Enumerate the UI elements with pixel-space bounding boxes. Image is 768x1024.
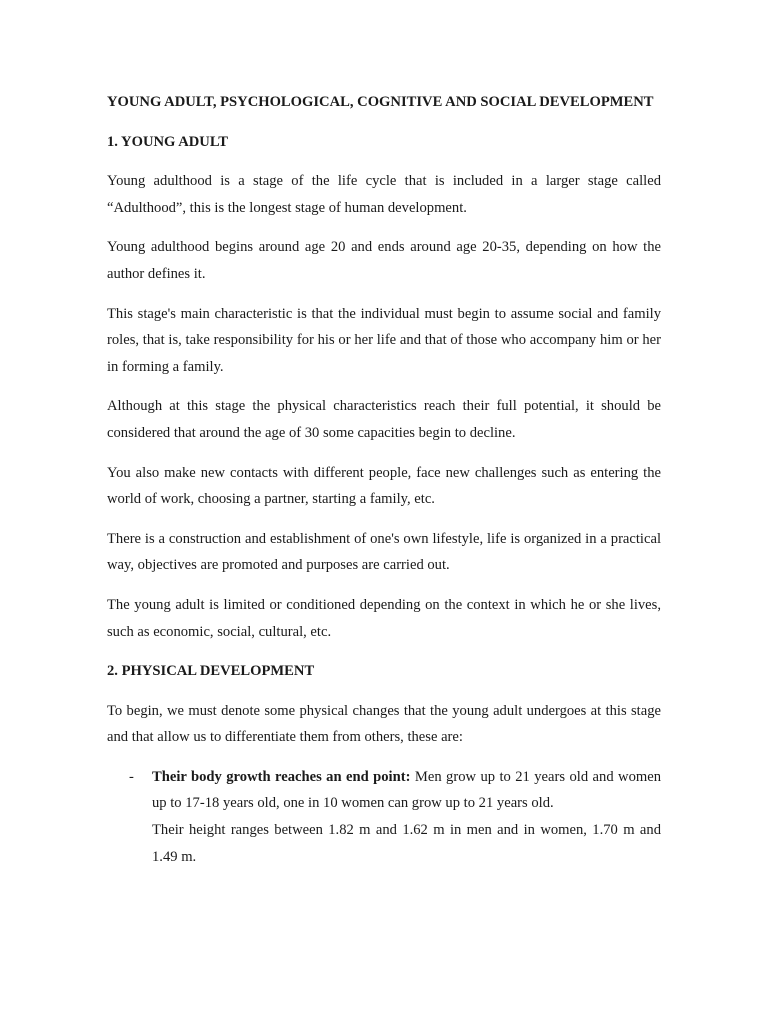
bullet-lead-text: Their body growth reaches an end point: — [152, 768, 411, 785]
paragraph: There is a construction and establishment of one's own lifestyle, life is organized in a practical way, objectives are promoted and purposes are carried out. — [107, 530, 661, 574]
bullet-paragraph — [152, 764, 661, 817]
paragraph: Although at this stage the physical characteristics reach their full potential, it should be considered that around the age of 30 some capacities begin to decline. — [107, 398, 661, 441]
document-page — [107, 89, 661, 870]
bullet-body-text: Men grow up to 21 years old and women up to 17-18 years old, one in 10 women can grow up to 21 years old. — [152, 768, 661, 812]
paragraph: You also make new contacts with different people, face new challenges such as entering the world of work, choosing a partner, starting a family, etc. — [107, 464, 661, 508]
bullet-marker: - — [129, 768, 134, 785]
section-heading-physical-development: 2. PHYSICAL DEVELOPMENT — [107, 663, 315, 680]
document-title: YOUNG ADULT, PSYCHOLOGICAL, COGNITIVE AND SOCIAL DEVELOPMENT — [107, 94, 654, 110]
paragraph: The young adult is limited or conditioned depending on the context in which he or she lives, such as economic, social, cultural, etc. — [107, 596, 661, 640]
paragraph: This stage's main characteristic is that the individual must begin to assume social and family roles, that is, take responsibility for his or her life and that of those who accompany him or her in forming a family. — [107, 305, 661, 375]
bullet-continuation: Their height ranges between 1.82 m and 1.62 m in men and in women, 1.70 m and 1.49 m. — [152, 822, 661, 865]
paragraph: Young adulthood begins around age 20 and ends around age 20-35, depending on how the author defines it. — [107, 239, 661, 282]
list-item — [107, 764, 661, 870]
paragraph: Young adulthood is a stage of the life cycle that is included in a larger stage called “Adulthood”, this is the longest stage of human development. — [107, 173, 661, 216]
section-heading-young-adult: 1. YOUNG ADULT — [107, 133, 228, 150]
bullet-list — [107, 764, 661, 870]
paragraph: To begin, we must denote some physical changes that the young adult undergoes at this stage and that allow us to differentiate them from others, these are: — [107, 702, 661, 746]
